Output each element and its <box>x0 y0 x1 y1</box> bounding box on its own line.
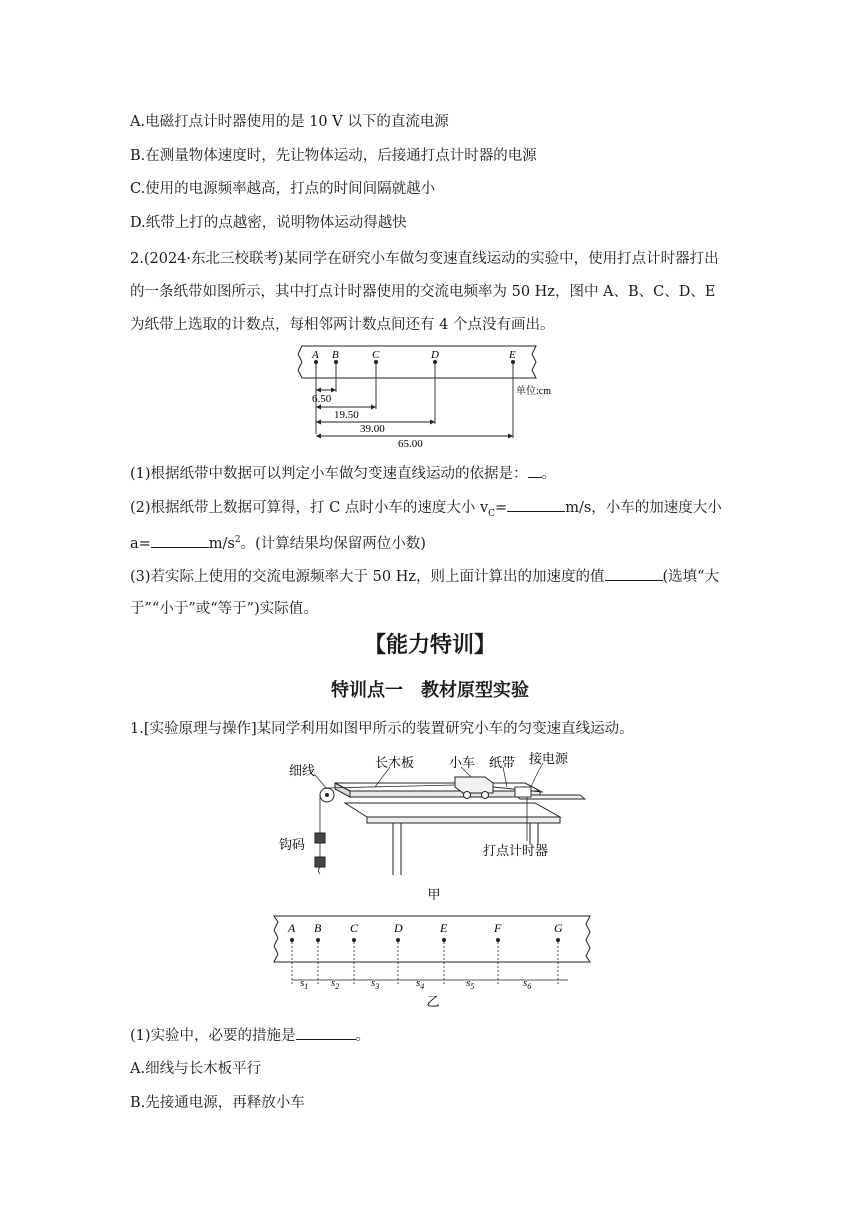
q2-sub3-text-b: (选填“大 <box>662 569 720 585</box>
q2-sub2-text-f: 。(计算结果均保留两位小数) <box>240 535 426 552</box>
q2-vc-answer-blank[interactable] <box>507 497 565 512</box>
q2-dist-ac: 19.50 <box>334 409 359 421</box>
tape-point-g <box>556 938 560 942</box>
label-gouma: 钩码 <box>279 837 306 852</box>
tape-point-d <box>396 938 400 942</box>
q1-sub1-end: 。 <box>355 1028 371 1044</box>
q2-sub2-text-d: a= <box>130 535 151 552</box>
label-zhidai: 纸带 <box>489 755 516 770</box>
tape-point-a <box>290 938 294 942</box>
label-xiaoche: 小车 <box>449 755 476 770</box>
q2-sub1-answer-blank[interactable] <box>528 463 542 478</box>
q2-intro-line1: 2.(2024·东北三校联考)某同学在研究小车做匀变速直线运动的实验中，使用打点计时器打出 <box>130 251 719 267</box>
tape-label-f: F <box>494 921 502 935</box>
tape-segment-s2: $s_2$ <box>331 977 340 991</box>
q2-tape-label-b: B <box>332 349 339 361</box>
q2-sub3-answer-blank[interactable] <box>605 566 663 581</box>
q1-intro: 1.[实验原理与操作]某同学利用如图甲所示的装置研究小车的匀变速直线运动。 <box>130 721 634 737</box>
q2-tape-label-e: E <box>509 349 516 361</box>
q2-sub3-line2: 于”“小于”或“等于”)实际值。 <box>130 601 318 617</box>
label-jiedianyuan: 接电源 <box>529 751 569 766</box>
q2-sub2-text-c: m/s，小车的加速度大小 <box>565 500 722 516</box>
q2-tape-label-c: C <box>372 349 380 361</box>
q1-apparatus-figure <box>275 745 595 903</box>
q2-tape-label-d: D <box>431 349 439 361</box>
q2-dist-ad: 39.00 <box>360 423 385 435</box>
fig-jia-caption: 甲 <box>427 887 441 902</box>
q1-sub1-answer-blank[interactable] <box>296 1025 356 1040</box>
tape-point-e <box>442 938 446 942</box>
tape-segment-s5: $s_5$ <box>466 977 475 991</box>
tape-segment-s6: $s_6$ <box>523 977 532 991</box>
q2-sub2-line2 <box>130 530 740 554</box>
label-xixian: 细线 <box>289 763 316 778</box>
tape-point-f <box>496 938 500 942</box>
q2-sub1 <box>130 463 740 484</box>
q1-sub1 <box>130 1025 740 1046</box>
tape-label-d: D <box>394 921 403 935</box>
tape-label-a: A <box>288 921 296 935</box>
q1-option-b: B.先接通电源，再释放小车 <box>130 1095 305 1111</box>
q2-intro-line2: 的一条纸带如图所示，其中打点计时器使用的交流电频率为 50 Hz，图中 A、B、C、D、E <box>130 284 716 300</box>
q1-option-a: A.细线与长木板平行 <box>130 1061 262 1077</box>
q2-sub3-line1 <box>130 566 740 587</box>
tape-point-c <box>352 938 356 942</box>
label-changmuban: 长木板 <box>375 755 415 770</box>
q2-sub1-text: (1)根据纸带中数据可以判定小车做匀变速直线运动的依据是： <box>130 466 528 482</box>
tape-segment-s3: $s_3$ <box>371 977 380 991</box>
q2-sub2-unit: m/s <box>208 535 235 552</box>
q1-sub1-text: (1)实验中，必要的措施是 <box>130 1028 296 1044</box>
tape-label-c: C <box>350 921 359 935</box>
q2-sub2-line1 <box>130 497 740 524</box>
tape-label-g: G <box>554 921 563 935</box>
prev-option-c: C.使用的电源频率越高，打点的时间间隔就越小 <box>130 181 436 197</box>
tape-label-e: E <box>440 921 448 935</box>
tape-label-b: B <box>314 921 322 935</box>
q2-tape-figure <box>290 342 551 450</box>
q2-sub2-text-a: (2)根据纸带上数据可算得，打 C 点时小车的速度大小 v <box>130 500 489 516</box>
q1-tape-figure <box>268 912 598 1012</box>
q2-sub2-sup: 2 <box>234 535 241 545</box>
label-dadianjishiqi: 打点计时器 <box>483 843 549 858</box>
prev-option-d: D.纸带上打的点越密，说明物体运动得越快 <box>130 215 407 231</box>
q2-intro-line3: 为纸带上选取的计数点，每相邻两计数点间还有 4 个点没有画出。 <box>130 317 555 333</box>
q2-sub2-subscript: C <box>488 508 496 519</box>
q2-dist-ab: 6.50 <box>312 393 332 405</box>
section-title: 【能力特训】 <box>363 633 496 658</box>
q2-sub2-eq: = <box>495 500 508 516</box>
fig-yi-caption: 乙 <box>426 994 440 1009</box>
tape-point-b <box>316 938 320 942</box>
subsection-title: 特训点一 教材原型实验 <box>331 680 529 701</box>
q2-sub1-end: 。 <box>541 466 557 482</box>
q2-sub3-text-a: (3)若实际上使用的交流电源频率大于 50 Hz，则上面计算出的加速度的值 <box>130 569 605 585</box>
q2-tape-label-a: A <box>312 349 319 361</box>
q2-unit-label: 单位:cm <box>516 386 551 397</box>
q2-a-answer-blank[interactable] <box>151 533 209 548</box>
prev-option-a: A.电磁打点计时器使用的是 10 V 以下的直流电源 <box>130 114 449 130</box>
tape-segment-s1: $s_1$ <box>300 977 309 991</box>
q2-dist-ae: 65.00 <box>398 438 423 450</box>
prev-option-b: B.在测量物体速度时，先让物体运动，后接通打点计时器的电源 <box>130 148 537 164</box>
tape-segment-s4: $s_4$ <box>416 977 425 991</box>
